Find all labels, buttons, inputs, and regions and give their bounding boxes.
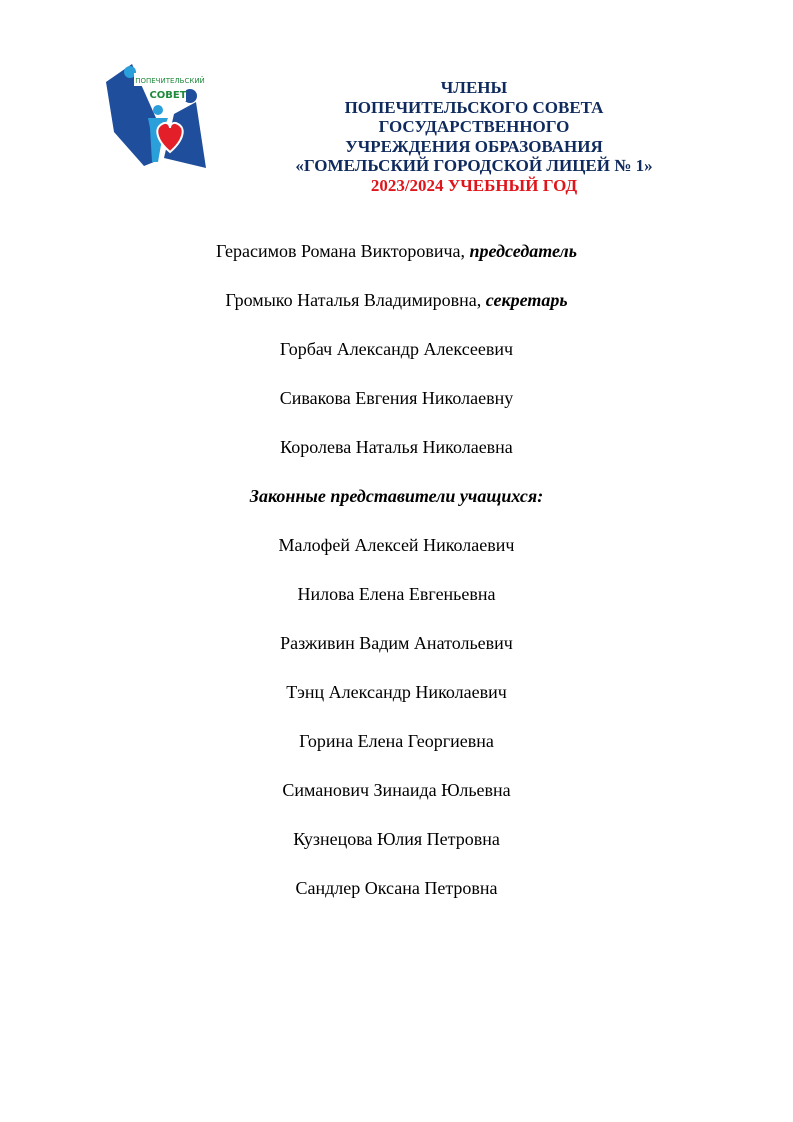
header-line-3: ГОСУДАРСТВЕННОГО [378, 117, 570, 137]
member-parent: Малофей Алексей Николаевич [278, 535, 515, 555]
member-parent: Разживин Вадим Анатольевич [280, 633, 513, 653]
member-role: председатель [469, 241, 578, 261]
header-line-2: ПОПЕЧИТЕЛЬСКОГО СОВЕТА [344, 97, 604, 117]
academic-year: 2023/2024 УЧЕБНЫЙ ГОД [370, 175, 578, 195]
logo-text-bottom: СОВЕТ [149, 90, 187, 101]
member-parent: Сандлер Оксана Петровна [295, 878, 498, 898]
member-parent: Нилова Елена Евгеньевна [297, 584, 496, 604]
member-chair [0, 238, 793, 287]
member-parent: Тэнц Александр Николаевич [286, 682, 507, 702]
member-staff: Королева Наталья Николаевна [280, 437, 513, 457]
members-list [0, 238, 793, 924]
parents-section-heading: Законные представители учащихся: [249, 486, 544, 506]
member-staff: Горбач Александр Алексеевич [279, 339, 514, 359]
header-line-5: «ГОМЕЛЬСКИЙ ГОРОДСКОЙ ЛИЦЕЙ № 1» [295, 156, 653, 176]
member-secretary [0, 287, 793, 336]
board-logo [104, 62, 210, 172]
header-line-4: УЧРЕЖДЕНИЯ ОБРАЗОВАНИЯ [345, 136, 603, 156]
member-parent: Кузнецова Юлия Петровна [293, 829, 500, 849]
member-name: Герасимов Романа Викторовича, [215, 241, 470, 261]
logo-text-top: ПОПЕЧИТЕЛЬСКИЙ [135, 77, 205, 85]
member-parent: Горина Елена Георгиевна [299, 731, 494, 751]
header-line-1: ЧЛЕНЫ [440, 78, 508, 97]
member-parent: Симанович Зинаида Юльевна [282, 780, 511, 800]
member-role: секретарь [485, 290, 568, 310]
member-staff: Сивакова Евгения Николаевну [279, 388, 514, 408]
document-header [240, 78, 708, 196]
member-name: Громыко Наталья Владимировна, [225, 290, 486, 310]
trustee-council-emblem [104, 62, 210, 172]
